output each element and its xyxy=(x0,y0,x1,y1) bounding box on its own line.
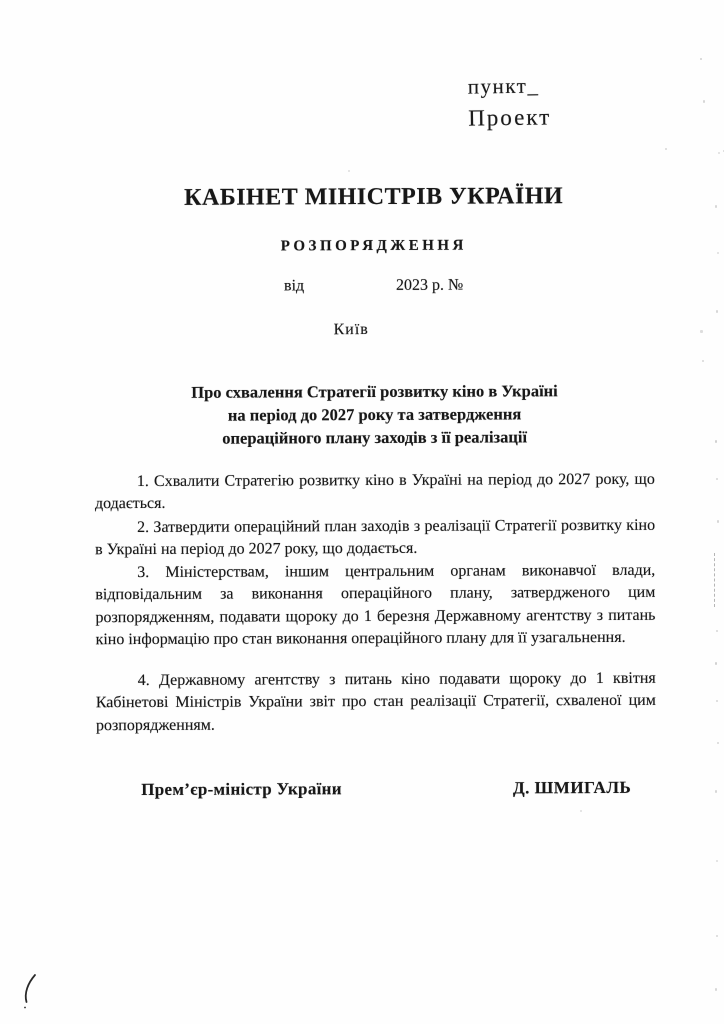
scan-speck xyxy=(716,700,718,702)
scan-speck xyxy=(703,100,705,103)
scan-speck xyxy=(715,440,717,443)
institution-name: КАБІНЕТ МІНІСТРІВ УКРАЇНИ xyxy=(184,183,564,211)
date-number-value: 2023 р. № xyxy=(395,276,464,294)
scan-speck xyxy=(715,205,717,208)
paragraph-4: 4. Державному агентству з питань кіно подавати щороку до 1 квітня Кабінетові Міністрів України звіт про стан реалізації Стратегії, схваленої цим розпорядженням. xyxy=(95,669,656,735)
scan-speck xyxy=(715,790,717,793)
date-line xyxy=(94,276,654,295)
date-prefix: від xyxy=(283,277,305,295)
scan-speck xyxy=(715,988,717,991)
scan-speck xyxy=(700,330,703,333)
scan-speck xyxy=(717,520,719,523)
signer-role: Прем’єр-міністр України xyxy=(141,779,342,800)
paragraph-1: 1. Схвалити Стратегію розвитку кіно в Україні на період до 2027 року, що додається. xyxy=(94,470,655,513)
signer-name: Д. ШМИГАЛЬ xyxy=(512,777,632,798)
document-title-line3: операційного плану заходів з її реалізації xyxy=(222,427,528,448)
document-content xyxy=(93,0,657,1024)
scan-speck xyxy=(716,630,718,632)
scan-speck xyxy=(718,152,720,154)
annotation-draft-label: Проект xyxy=(468,104,552,131)
scan-speck xyxy=(700,58,702,60)
scan-speck xyxy=(715,662,717,665)
scan-speck xyxy=(716,860,718,862)
annotation-punkt: пункт_ xyxy=(467,73,540,99)
city-label: Київ xyxy=(333,320,369,339)
document-type-heading: РОЗПОРЯДЖЕННЯ xyxy=(280,237,467,255)
document-title-line2: на період до 2027 року та затвердження xyxy=(227,404,522,425)
scan-speck xyxy=(717,742,719,744)
signature-row xyxy=(96,777,656,800)
scan-speck xyxy=(665,148,667,150)
document-title xyxy=(94,379,654,450)
scan-speck xyxy=(716,310,718,313)
paragraph-3: 3. Міністерствам, іншим центральним органам виконавчої влади, відповідальним за виконання операційного плану, затвердженого цим розпорядженням, подавати щороку до 1 березня Державному агентству з питань кіно інформацію про стан виконання операційного плану для її узагальнення. xyxy=(95,561,656,649)
scan-speck xyxy=(716,478,718,480)
paragraph-2: 2. Затвердити операційний план заходів з реалізації Стратегії розвитку кіно в Україні на період до 2027 року, що додається. xyxy=(95,516,656,559)
scan-artifact-dashed-line xyxy=(714,553,715,607)
pen-mark xyxy=(20,973,40,1011)
scan-speck xyxy=(702,360,704,362)
scan-speck xyxy=(717,252,719,254)
scan-speck xyxy=(716,935,718,937)
document-title-line1: Про схвалення Стратегії розвитку кіно в Україні xyxy=(191,381,558,402)
